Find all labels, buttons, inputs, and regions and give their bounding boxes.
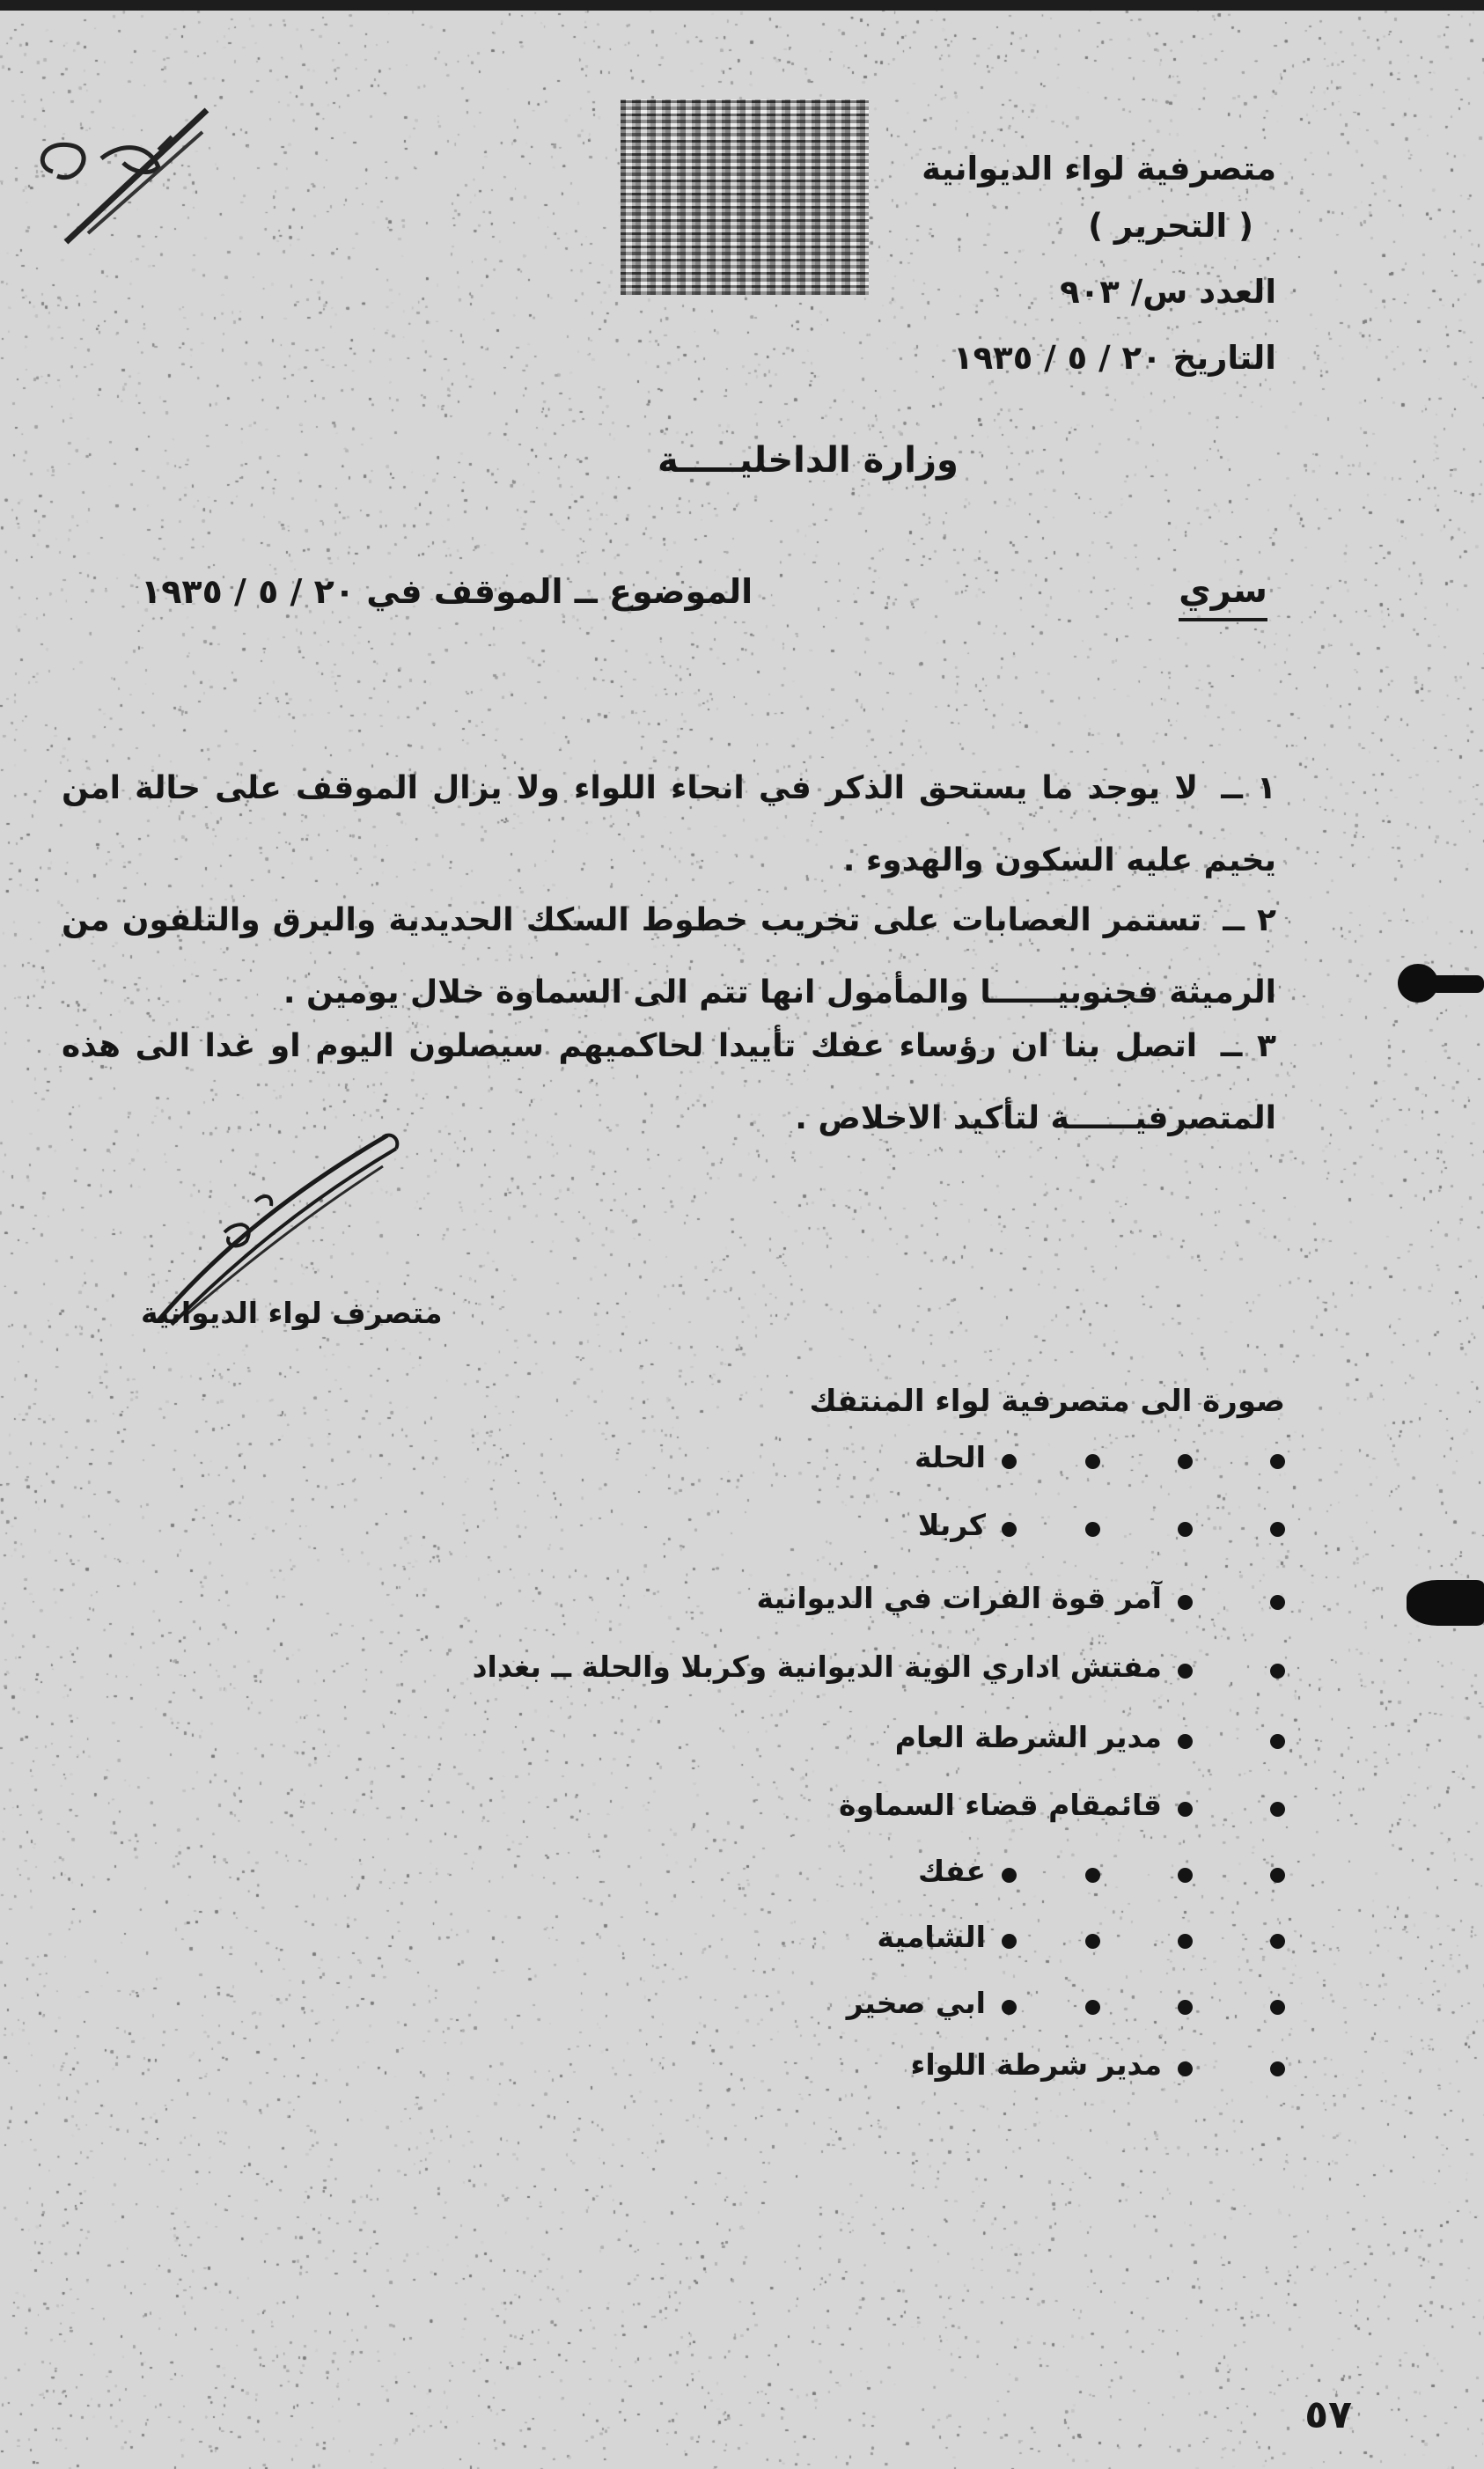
cc-recipient: ابي صخير <box>846 1986 986 2020</box>
page-number: ٥٧ <box>1304 2392 1352 2437</box>
ditto-marks <box>1003 1848 1285 1901</box>
cc-list-item <box>141 1782 1285 1835</box>
paragraph-1 <box>62 753 1276 897</box>
punch-hole-mark <box>1407 1580 1484 1626</box>
ditto-dot <box>1270 1868 1285 1883</box>
ditto-dot <box>1002 1454 1017 1469</box>
cc-list-item <box>141 1848 1285 1901</box>
ditto-dot <box>1002 1868 1017 1883</box>
cc-recipient: آمر قوة الفرات في الديوانية <box>756 1581 1162 1615</box>
punch-hole-mark <box>1430 975 1484 993</box>
cc-recipient: مدير الشرطة العام <box>894 1720 1162 1754</box>
cc-recipient: قائمقام قضاء السماوة <box>839 1788 1162 1822</box>
cc-list-item <box>141 1576 1285 1628</box>
ditto-dot <box>1178 2061 1193 2076</box>
ditto-dot <box>1178 1664 1193 1679</box>
ditto-dot <box>1178 1934 1193 1949</box>
ditto-dot <box>1178 1454 1193 1469</box>
ditto-dot <box>1085 1934 1100 1949</box>
cc-list-item <box>141 1644 1285 1697</box>
ditto-dot <box>1270 1664 1285 1679</box>
document-date: التاريخ ٢٠ / ٥ / ١٩٣٥ <box>953 339 1276 377</box>
ditto-dot <box>1002 1934 1017 1949</box>
paragraph-number: ٢ ــ <box>1223 902 1276 938</box>
ditto-dot <box>1270 1454 1285 1469</box>
ditto-dot <box>1270 1934 1285 1949</box>
scan-edge <box>0 0 1484 11</box>
document-number: العدد س/ ٩٠٣ <box>1060 273 1276 311</box>
ditto-dot <box>1270 1595 1285 1610</box>
ditto-dot <box>1085 1522 1100 1537</box>
ditto-dot <box>1178 1734 1193 1749</box>
ditto-dot <box>1178 2000 1193 2015</box>
cc-list-item <box>141 1980 1285 2033</box>
cc-heading: صورة الى متصرفية لواء المنتفك <box>809 1384 1285 1419</box>
ditto-dot <box>1085 1868 1100 1883</box>
cc-list-item <box>141 1914 1285 1967</box>
paragraph-text: تستمر العصابات على تخريب خطوط السكك الحديدية والبرق والتلفون من الرميثة فجنوبيــــــا والمأمول انها تتم الى السماوة خلال يومين . <box>62 902 1276 1010</box>
office-name: متصرفية لواء الديوانية <box>922 150 1276 187</box>
paragraph-text: اتصل بنا ان رؤساء عفك تأييدا لحاكميهم سيصلون اليوم او غدا الى هذه المتصرفيــــــة لتأكيد الاخلاص . <box>62 1028 1276 1136</box>
cc-recipient: مفتش اداري الوية الديوانية وكربلا والحلة ــ بغداد <box>472 1650 1162 1684</box>
ditto-marks <box>1003 1914 1285 1967</box>
addressee: وزارة الداخليـــــة <box>658 440 959 481</box>
cc-recipient: كربلا <box>917 1508 986 1542</box>
cc-list-item <box>141 1503 1285 1555</box>
handwritten-mark <box>18 88 220 255</box>
ditto-marks <box>1003 1980 1285 2033</box>
signature-title: متصرف لواء الديوانية <box>141 1296 443 1330</box>
ditto-dot <box>1270 1802 1285 1817</box>
ditto-dot <box>1178 1802 1193 1817</box>
ditto-dot <box>1002 2000 1017 2015</box>
ditto-dot <box>1085 2000 1100 2015</box>
ditto-dot <box>1178 1868 1193 1883</box>
ditto-marks <box>1003 1503 1285 1555</box>
cc-recipient: الحلة <box>915 1440 986 1474</box>
ditto-dot <box>1002 1522 1017 1537</box>
ditto-dot <box>1178 1522 1193 1537</box>
ditto-dot <box>1270 1734 1285 1749</box>
cc-list-item <box>141 1435 1285 1488</box>
cc-recipient: عفك <box>917 1854 986 1888</box>
ditto-dot <box>1085 1454 1100 1469</box>
subject-line: الموضوع ــ الموقف في ٢٠ / ٥ / ١٩٣٥ <box>141 572 753 611</box>
ditto-dot <box>1270 1522 1285 1537</box>
paragraph-2 <box>62 885 1276 1029</box>
ditto-dot <box>1178 1595 1193 1610</box>
cc-recipient: الشامية <box>877 1920 986 1954</box>
paragraph-text: لا يوجد ما يستحق الذكر في انحاء اللواء ولا يزال الموقف على حالة امن يخيم عليه السكون والهدوء . <box>62 770 1276 878</box>
ditto-marks <box>1003 1435 1285 1488</box>
paragraph-number: ١ ــ <box>1221 770 1276 806</box>
redacted-stamp <box>621 99 869 295</box>
ditto-dot <box>1270 2000 1285 2015</box>
ditto-dot <box>1270 2061 1285 2076</box>
cc-recipient: مدير شرطة اللواء <box>910 2047 1162 2082</box>
department: ( التحرير ) <box>1088 207 1253 245</box>
secret-label: سري <box>1179 570 1267 621</box>
paragraph-number: ٣ ــ <box>1220 1028 1276 1064</box>
cc-list-item <box>141 1715 1285 1767</box>
cc-list-item <box>141 2042 1285 2095</box>
